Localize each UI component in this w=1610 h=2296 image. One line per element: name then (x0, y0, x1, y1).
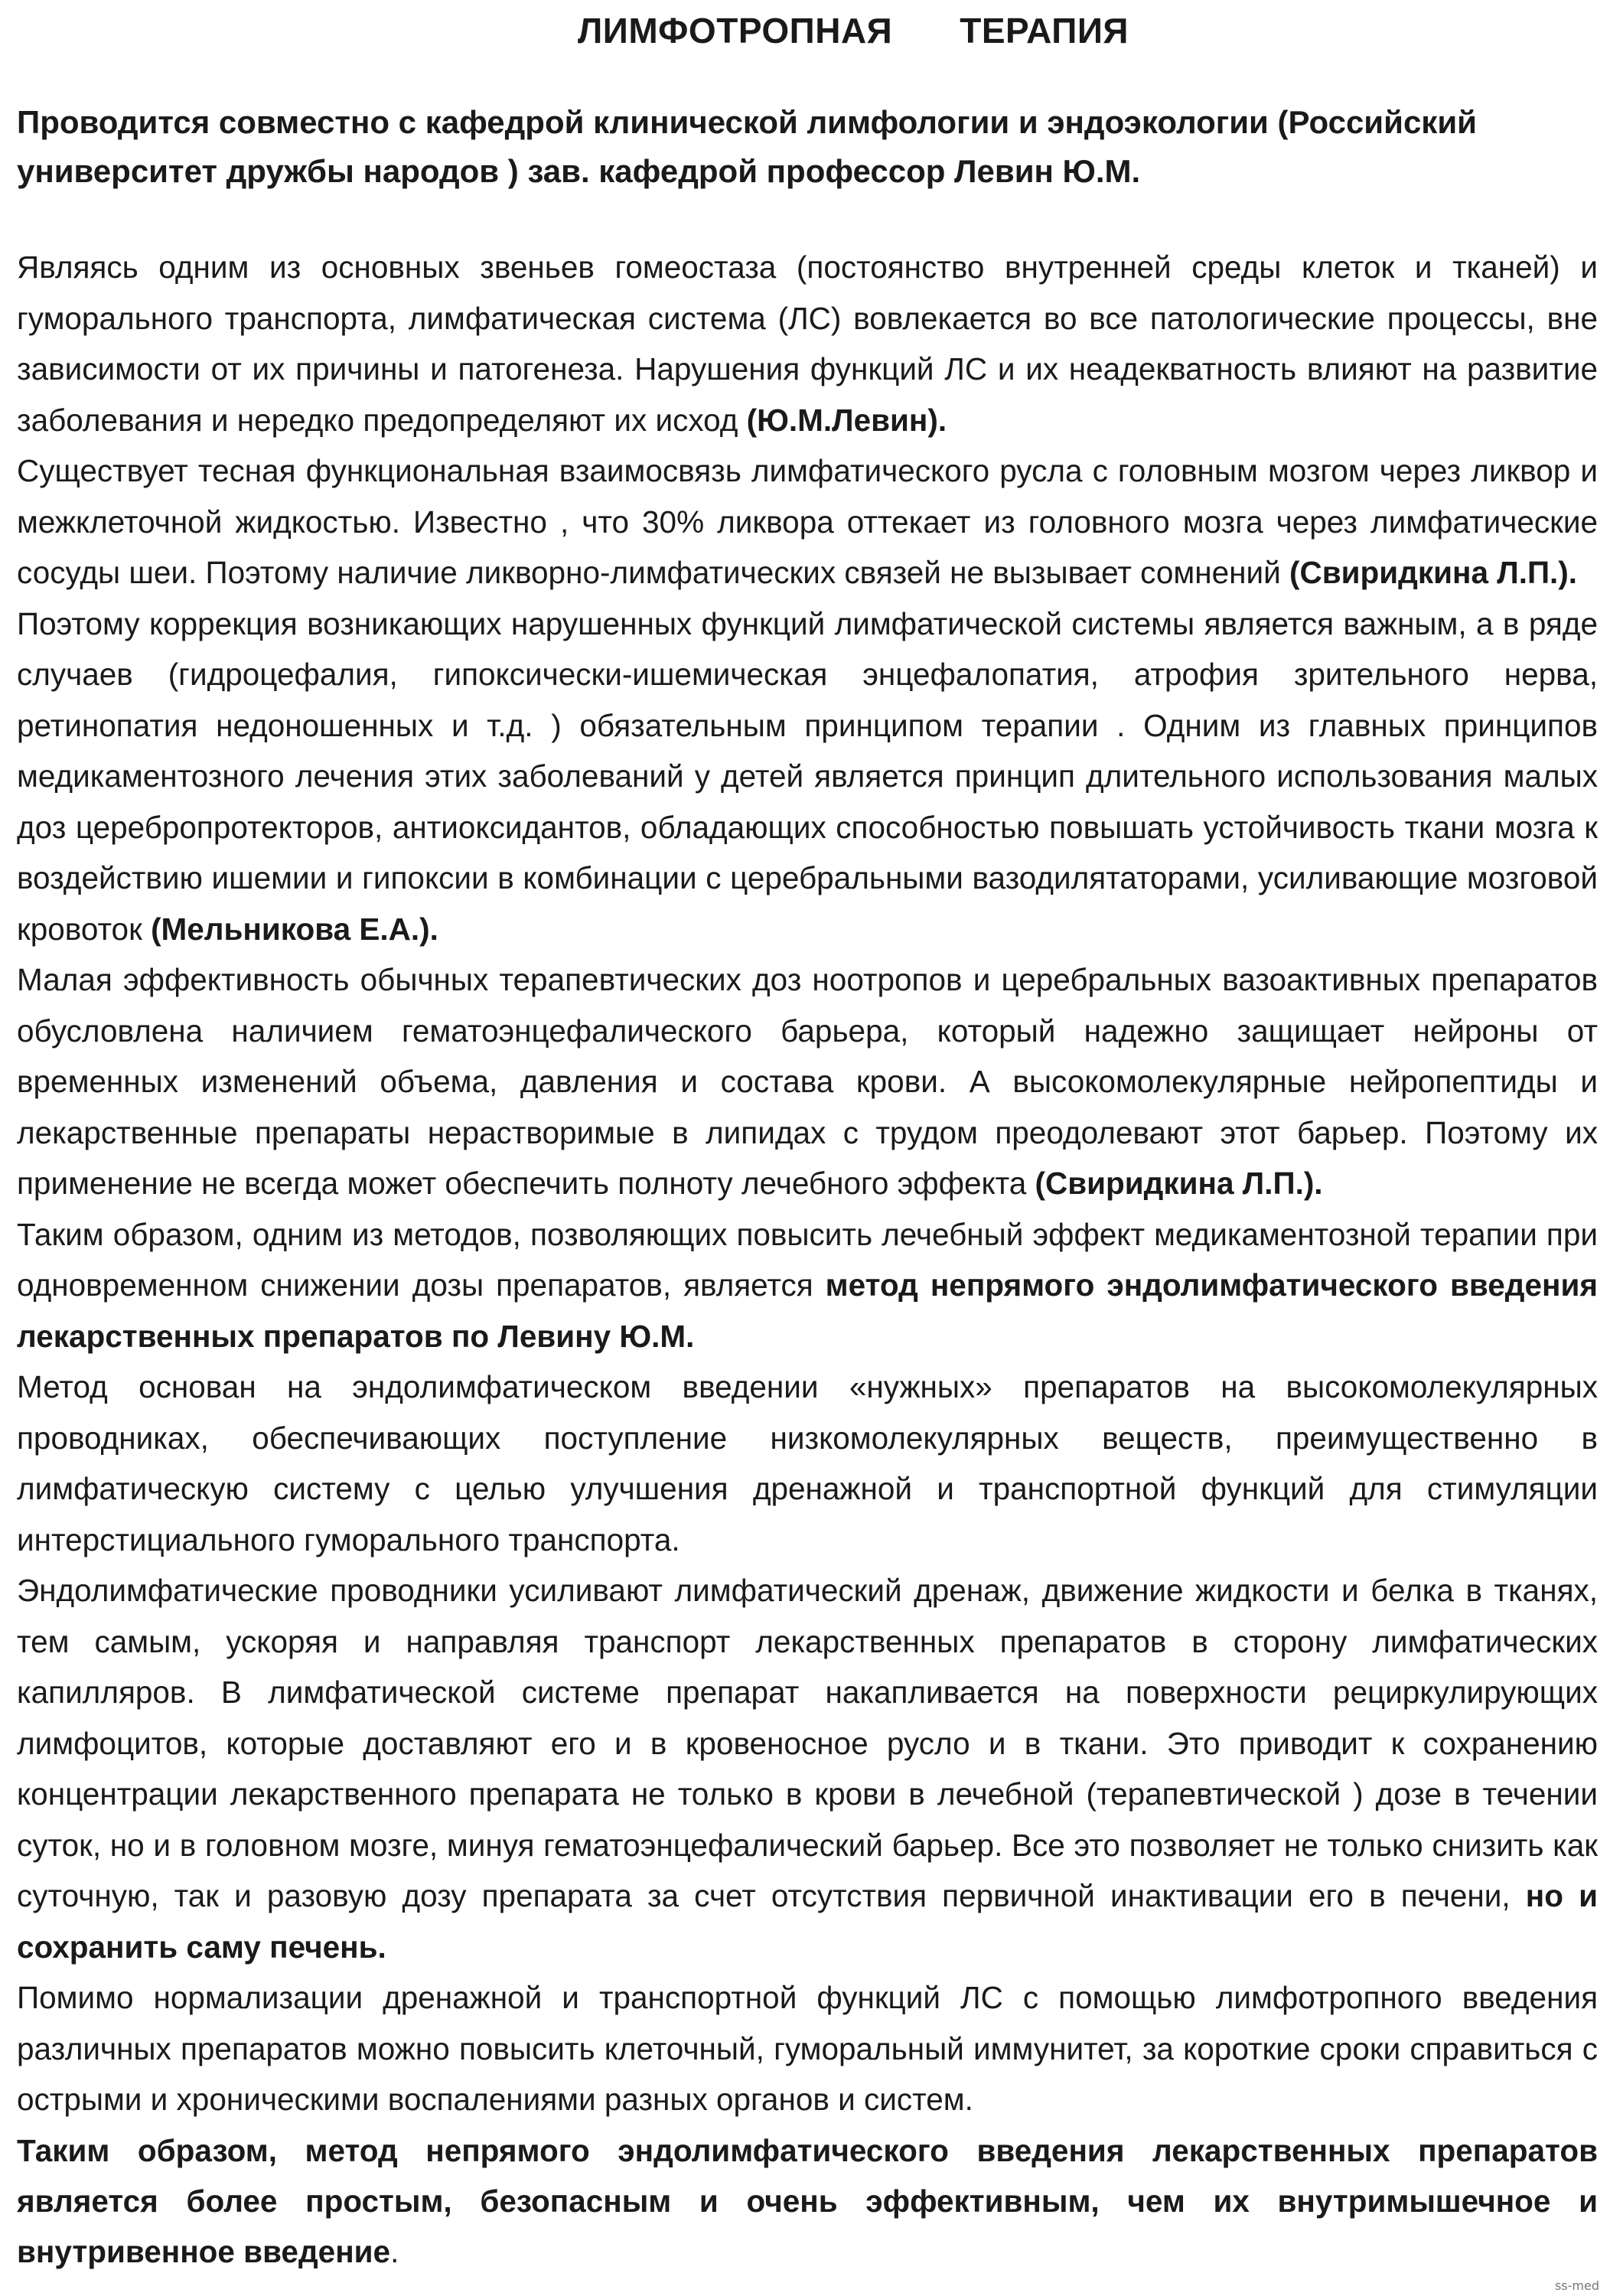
paragraph-3-text: Поэтому коррекция возникающих нарушенных функций лимфатической системы является важным, а в ряде случаев (гидроцефалия, гипоксически-ишемическая энцефалопатия, атрофия зрительного нерва, ретинопатия недоношенных и т.д. ) обязательным принципом терапии . Одним из главных принципов медикаментозного лечения этих заболеваний у детей является принцип длительного использования малых доз церебропротекторов, антиоксидантов, обладающих способностью повышать устойчивость ткани мозга к воздействию ишемии и гипоксии в комбинации с церебральными вазодилятаторами, усиливающие мозговой кровоток (17, 605, 1598, 947)
paragraph-4-reference: (Свиридкина Л.П.). (1035, 1166, 1323, 1201)
paragraph-3-reference: (Мельникова Е.А.). (151, 911, 438, 947)
title-part-1: ЛИМФОТРОПНАЯ (578, 11, 893, 51)
paragraph-7 (17, 1565, 1598, 1972)
paragraph-3 (17, 598, 1598, 955)
paragraph-5-text: Таким образом, одним из методов, позволяющих повысить лечебный эффект медикаментозной терапии при одновременном снижении дозы препаратов, является (17, 1216, 1598, 1303)
paragraph-5-method-name: метод непрямого эндолимфатического введения лекарственных препаратов по Левину Ю.М. (17, 1267, 1598, 1354)
paragraph-2 (17, 445, 1598, 598)
paragraph-4 (17, 954, 1598, 1209)
paragraph-2-text: Существует тесная функциональная взаимосвязь лимфатического русла с головным мозгом через ликвор и межклеточной жидкостью. Известно , что 30% ликвора оттекает из головного мозга через лимфатические сосуды шеи. Поэтому наличие ликворно-лимфатических связей не вызывает сомнений (17, 453, 1598, 590)
intro-paragraph: Проводится совместно с кафедрой клинической лимфологии и эндоэкологии (Российский университет дружбы народов ) зав. кафедрой профессор Левин Ю.М. (17, 104, 1477, 189)
conclusion-paragraph (17, 2125, 1598, 2277)
paragraph-2-reference: (Свиридкина Л.П.). (1289, 555, 1578, 590)
paragraph-5 (17, 1209, 1598, 1362)
paragraph-7-text: Эндолимфатические проводники усиливают лимфатический дренаж, движение жидкости и белка в тканях, тем самым, ускоряя и направляя транспорт лекарственных препаратов в сторону лимфатических капилляров. В лимфатической системе препарат накапливается на поверхности рециркулирующих лимфоцитов, которые доставляют его и в кровеносное русло и в ткани. Это приводит к сохранению концентрации лекарственного препарата не только в крови в лечебной (терапевтической ) дозе в течении суток, но и в головном мозге, минуя гематоэнцефалический барьер. Все это позволяет не только снизить как суточную, так и разовую дозу препарата за счет отсутствия первичной инактивации его в печени, (17, 1573, 1598, 1913)
watermark: ss-med (1554, 2278, 1599, 2293)
paragraph-1-reference: (Ю.М.Левин). (746, 402, 947, 438)
page-title (17, 6, 1598, 55)
paragraph-7-emphasis: но и сохранить саму печень. (17, 1878, 1598, 1965)
conclusion-period: . (390, 2233, 399, 2269)
title-part-2: ТЕРАПИЯ (960, 11, 1129, 51)
paragraph-8 (17, 1972, 1598, 2125)
paragraph-1 (17, 242, 1598, 445)
conclusion-text: Таким образом, метод непрямого эндолимфатического введения лекарственных препаратов является более простым, безопасным и очень эффективным, чем их внутримышечное и внутривенное введение (17, 2132, 1598, 2269)
paragraph-8-text: Помимо нормализации дренажной и транспортной функций ЛС с помощью лимфотропного введения различных препаратов можно повысить клеточный, гуморальный иммунитет, за короткие сроки справиться с острыми и хроническими воспалениями разных органов и систем. (17, 1980, 1598, 2117)
paragraph-1-text: Являясь одним из основных звеньев гомеостаза (постоянство внутренней среды клеток и тканей) и гуморального транспорта, лимфатическая система (ЛС) вовлекается во все патологические процессы, вне зависимости от их причины и патогенеза. Нарушения функций ЛС и их неадекватность влияют на развитие заболевания и нередко предопределяют их исход (17, 249, 1598, 438)
paragraph-6-text: Метод основан на эндолимфатическом введении «нужных» препаратов на высокомолекулярных проводниках, обеспечивающих поступление низкомолекулярных веществ, преимущественно в лимфатическую систему с целью улучшения дренажной и транспортной функций для стимуляции интерстициального гуморального транспорта. (17, 1369, 1598, 1557)
paragraph-6 (17, 1362, 1598, 1565)
paragraph-4-text: Малая эффективность обычных терапевтических доз ноотропов и церебральных вазоактивных препаратов обусловлена наличием гематоэнцефалического барьера, который надежно защищает нейроны от временных изменений объема, давления и состава крови. А высокомолекулярные нейропептиды и лекарственные препараты нерастворимые в липидах с трудом преодолевают этот барьер. Поэтому их применение не всегда может обеспечить полноту лечебного эффекта (17, 962, 1598, 1201)
